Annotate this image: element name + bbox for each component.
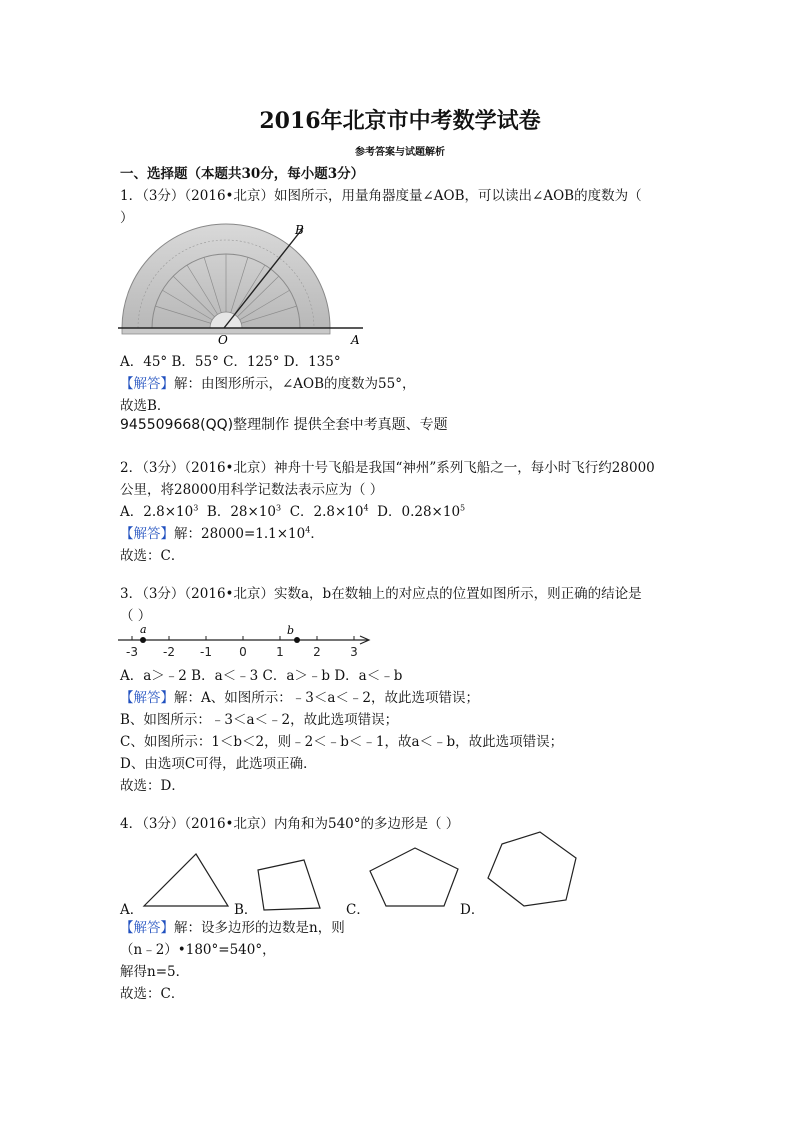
tick-label: -2 (163, 645, 175, 659)
q3-conclusion: 故选：D． (120, 778, 185, 794)
tick-label: 1 (276, 645, 284, 659)
q1-answer (120, 372, 415, 392)
q2-answer: 【解答】解：$28000=1.1\times 10^4$． (120, 525, 324, 542)
q2-option-a: A．$2.8\times 10^3$ (120, 503, 199, 520)
point-a (140, 637, 146, 643)
answer-tag: 【解答】 (120, 376, 174, 392)
label-b: B (295, 223, 304, 237)
answer-text: 解：28000=1.1×10 (174, 526, 306, 542)
page-title: 2016年北京市中考数学试卷 (259, 108, 541, 134)
page-subtitle: 参考答案与试题解析 (355, 147, 445, 158)
q3-line-c: C、如图所示：1＜b＜2，则﹣2＜﹣b＜﹣1，故a＜﹣b，故此选项错误； (120, 734, 564, 750)
q3-options: A．a＞﹣2 B．a＜﹣3 C．a＞﹣b D．a＜﹣b (120, 668, 403, 684)
answer-tag: 【解答】 (120, 690, 174, 706)
q1-stem: 1．（3分）（2016•北京）如图所示，用量角器度量∠AOB，可以读出∠AOB的度数为（ (120, 188, 642, 204)
q4-option-b-label: B． (234, 902, 258, 918)
answer-text: 解：由图形所示，∠AOB的度数为55°， (174, 376, 416, 392)
answer-tag: 【解答】 (120, 526, 174, 542)
answer-tag: 【解答】 (120, 920, 174, 936)
q2-option-b: B．$28\times 10^3$ (206, 503, 282, 520)
q4-option-a-label: A． (120, 902, 144, 918)
pentagon-figure (366, 844, 462, 910)
q1-stem-cont: ） (120, 210, 134, 226)
protractor-figure (118, 222, 368, 347)
q4-solution: 解得n=5． (120, 964, 190, 980)
q2-option-c: C．$2.8\times 10^4$ (289, 503, 369, 520)
answer-text: 解：A、如图所示：﹣3＜a＜﹣2，故此选项错误； (174, 690, 479, 706)
answer-exponent: 4 (305, 525, 311, 535)
q1-conclusion: 故选B． (120, 398, 171, 414)
point-b-label: b (287, 624, 295, 637)
tick-label: 2 (313, 645, 321, 659)
q2-stem: 2．（3分）（2016•北京）神舟十号飞船是我国“神州”系列飞船之一，每小时飞行约28000 (120, 460, 655, 476)
tick-label: 3 (350, 645, 358, 659)
tick-label: -3 (126, 645, 138, 659)
point-b (294, 637, 300, 643)
label-a: A (351, 333, 360, 347)
triangle-figure (140, 848, 232, 910)
q1-options: A．45° B．55° C．125° D．135° (120, 354, 341, 370)
q3-line-d: D、由选项C可得，此选项正确． (120, 756, 317, 772)
point-a-label: a (140, 624, 147, 636)
q3-answer (120, 686, 479, 706)
tick-label: 0 (239, 645, 247, 659)
hexagon-figure (484, 828, 580, 910)
q2-conclusion: 故选：C． (120, 548, 185, 564)
q4-stem: 4．（3分）（2016•北京）内角和为540°的多边形是（ ） (120, 816, 460, 832)
q2-options (120, 500, 465, 520)
label-o: O (218, 333, 228, 347)
q4-conclusion: 故选：C． (120, 986, 185, 1002)
answer-text: 解：设多边形的边数是n，则 (174, 920, 345, 936)
number-line-figure (116, 624, 376, 660)
q3-line-b: B、如图所示：﹣3＜a＜﹣2，故此选项错误； (120, 712, 399, 728)
q3-stem: 3．（3分）（2016•北京）实数a，b在数轴上的对应点的位置如图所示，则正确的结论是 (120, 586, 642, 602)
q4-option-d-label: D． (460, 902, 485, 918)
q4-answer (120, 916, 345, 936)
q4-equation: （n﹣2）•180°=540°， (120, 942, 276, 958)
section-heading: 一、选择题（本题共30分，每小题3分） (120, 166, 365, 182)
q2-stem-cont: 公里，将28000用科学记数法表示应为（ ） (120, 482, 384, 498)
promo-line: 945509668(QQ)整理制作 提供全套中考真题、专题 (120, 417, 448, 433)
q2-option-d: D．$0.28\times 10^5$ (377, 503, 466, 520)
q3-stem-cont: （ ） (120, 608, 152, 624)
q4-option-c-label: C． (346, 902, 370, 918)
quadrilateral-figure (254, 856, 324, 912)
tick-label: -1 (200, 645, 212, 659)
